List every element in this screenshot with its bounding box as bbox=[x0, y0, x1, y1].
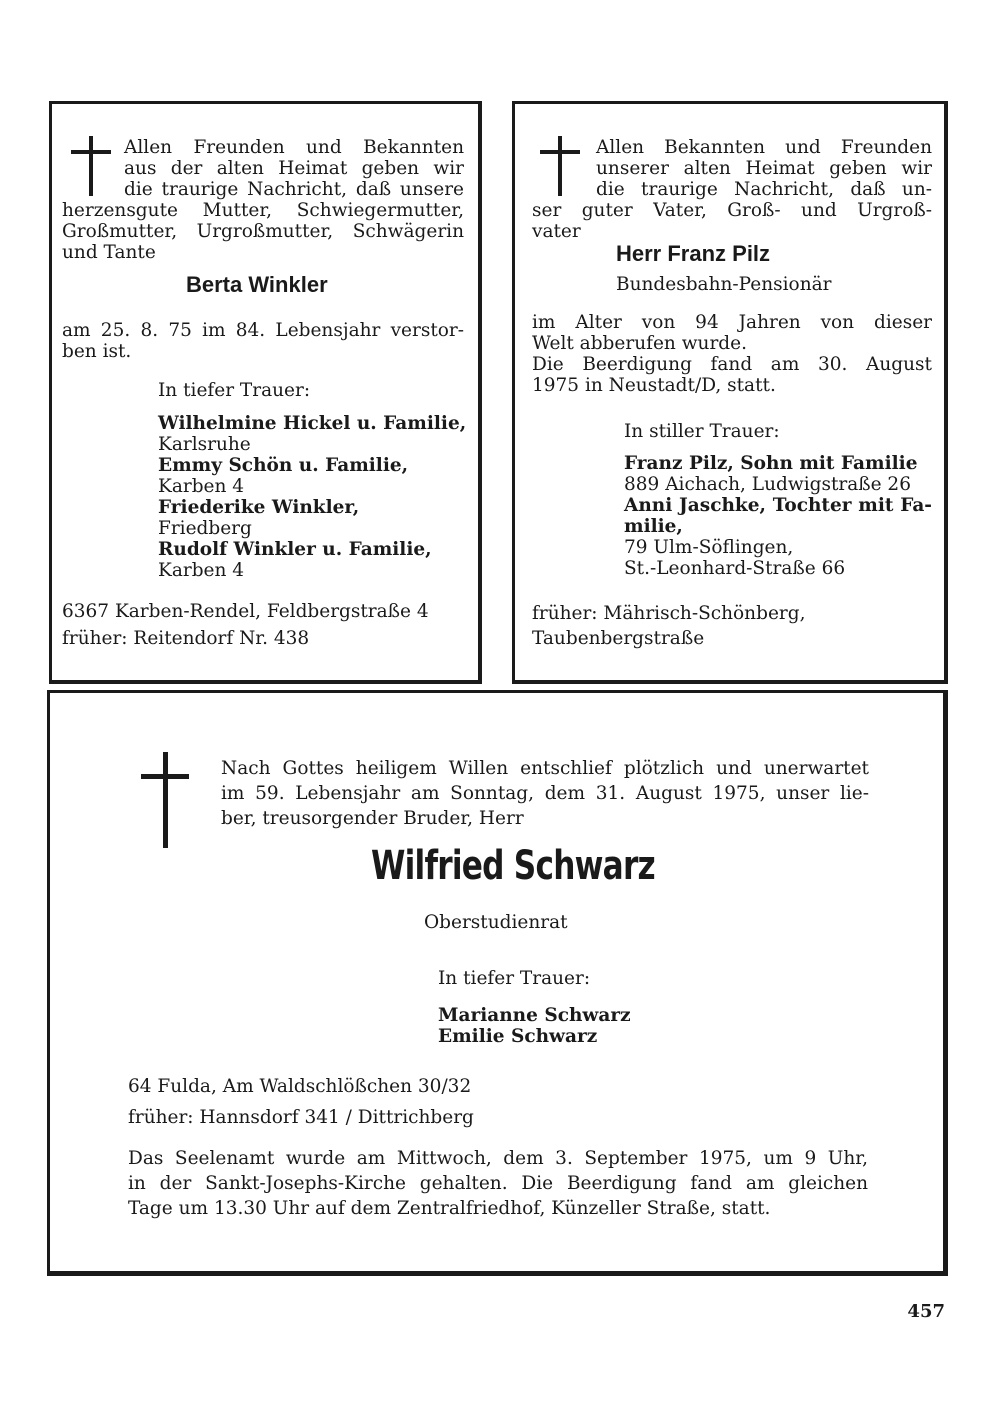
mourner-place: Karben 4 bbox=[158, 560, 245, 581]
deceased-name: Berta Winkler bbox=[186, 272, 328, 297]
death-line: ben ist. bbox=[62, 341, 132, 362]
mourner-name: Emilie Schwarz bbox=[438, 1026, 598, 1047]
mourning-heading: In stiller Trauer: bbox=[624, 421, 780, 442]
former-address: früher: Reitendorf Nr. 438 bbox=[62, 628, 310, 649]
intro-line: ber, treusorgender Bruder, Herr bbox=[221, 808, 524, 829]
former-address: früher: Mährisch-Schönberg, bbox=[532, 603, 806, 624]
service-line: in der Sankt-Josephs-Kirche gehalten. Die Beerdigung fand am gleichen bbox=[128, 1173, 868, 1194]
death-line: am 25. 8. 75 im 84. Lebensjahr verstor- bbox=[62, 320, 464, 341]
mourner-name: Franz Pilz, Sohn mit Familie bbox=[624, 453, 918, 474]
mourning-heading: In tiefer Trauer: bbox=[438, 968, 591, 989]
death-line: Welt abberufen wurde. bbox=[532, 333, 747, 354]
mourner-place: Friedberg bbox=[158, 518, 252, 539]
deceased-title: Oberstudienrat bbox=[424, 912, 568, 933]
deceased-name: Herr Franz Pilz bbox=[616, 241, 771, 266]
death-line: Die Beerdigung fand am 30. August bbox=[532, 354, 932, 375]
intro-line: ser guter Vater, Groß- und Urgroß- bbox=[532, 200, 932, 221]
mourner-name: milie, bbox=[624, 516, 683, 537]
mourner-name: Emmy Schön u. Familie, bbox=[158, 455, 409, 476]
service-line: Tage um 13.30 Uhr auf dem Zentralfriedhof, Künzeller Straße, statt. bbox=[128, 1198, 771, 1219]
deceased-name: Wilfried Schwarz bbox=[371, 843, 655, 889]
intro-line: im 59. Lebensjahr am Sonntag, dem 31. August 1975, unser lie- bbox=[221, 783, 869, 804]
intro-line: vater bbox=[532, 221, 581, 242]
death-line: 1975 in Neustadt/D, statt. bbox=[532, 375, 776, 396]
mourner-name: Rudolf Winkler u. Familie, bbox=[158, 539, 432, 560]
intro-line: Nach Gottes heiligem Willen entschlief plötzlich und unerwartet bbox=[221, 758, 869, 779]
intro-line: aus der alten Heimat geben wir bbox=[124, 158, 464, 179]
cross-icon bbox=[141, 752, 189, 848]
cross-icon bbox=[540, 136, 580, 196]
mourner-name: Anni Jaschke, Tochter mit Fa- bbox=[624, 495, 932, 516]
cross-icon bbox=[71, 136, 111, 196]
intro-line: und Tante bbox=[62, 242, 156, 263]
address: 64 Fulda, Am Waldschlößchen 30/32 bbox=[128, 1076, 472, 1097]
page-number: 457 bbox=[907, 1301, 945, 1322]
intro-line: die traurige Nachricht, daß un- bbox=[596, 179, 932, 200]
mourner-name: Friederike Winkler, bbox=[158, 497, 360, 518]
mourner-place: Karben 4 bbox=[158, 476, 245, 497]
intro-line: Großmutter, Urgroßmutter, Schwägerin bbox=[62, 221, 464, 242]
address: 6367 Karben-Rendel, Feldbergstraße 4 bbox=[62, 601, 429, 622]
mourner-place: St.-Leonhard-Straße 66 bbox=[624, 558, 846, 579]
intro-line: Allen Bekannten und Freunden bbox=[596, 137, 932, 158]
former-address: früher: Hannsdorf 341 / Dittrichberg bbox=[128, 1107, 474, 1128]
service-line: Das Seelenamt wurde am Mittwoch, dem 3. September 1975, um 9 Uhr, bbox=[128, 1148, 868, 1169]
mourner-place: Karlsruhe bbox=[158, 434, 251, 455]
intro-line: unserer alten Heimat geben wir bbox=[596, 158, 932, 179]
mourner-name: Wilhelmine Hickel u. Familie, bbox=[158, 413, 467, 434]
mourning-heading: In tiefer Trauer: bbox=[158, 380, 311, 401]
intro-line: herzensgute Mutter, Schwiegermutter, bbox=[62, 200, 464, 221]
intro-line: die traurige Nachricht, daß unsere bbox=[124, 179, 464, 200]
intro-line: Allen Freunden und Bekannten bbox=[124, 137, 464, 158]
mourner-name: Marianne Schwarz bbox=[438, 1005, 631, 1026]
mourner-place: 889 Aichach, Ludwigstraße 26 bbox=[624, 474, 911, 495]
deceased-title: Bundesbahn-Pensionär bbox=[616, 274, 832, 295]
mourner-place: 79 Ulm-Söflingen, bbox=[624, 537, 794, 558]
former-address: Taubenbergstraße bbox=[532, 628, 705, 649]
death-line: im Alter von 94 Jahren von dieser bbox=[532, 312, 932, 333]
